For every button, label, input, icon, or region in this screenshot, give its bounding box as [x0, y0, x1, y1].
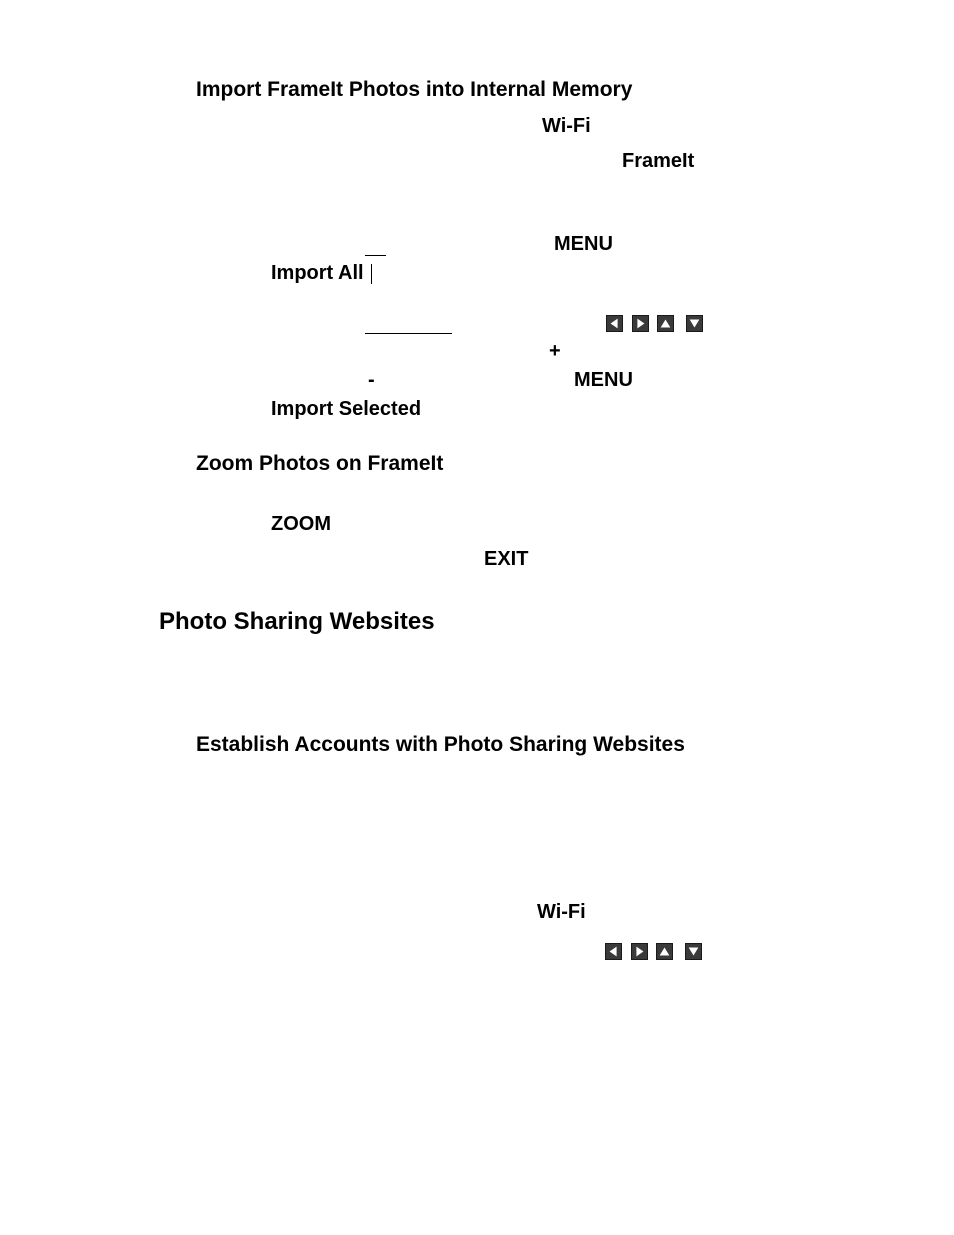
- left-arrow-icon: [606, 315, 623, 332]
- up-arrow-icon: [657, 315, 674, 332]
- wifi-label: Wi-Fi: [542, 115, 591, 137]
- photo-sharing-heading: Photo Sharing Websites: [159, 608, 435, 635]
- exit-label: EXIT: [484, 548, 529, 570]
- underline-mark: [365, 255, 386, 256]
- menu-label: MENU: [574, 369, 633, 391]
- import-heading: Import FrameIt Photos into Internal Memory: [196, 78, 633, 101]
- right-arrow-icon: [631, 943, 648, 960]
- import-selected-label: Import Selected: [271, 398, 422, 420]
- right-arrow-icon: [632, 315, 649, 332]
- zoom-heading: Zoom Photos on FrameIt: [196, 452, 444, 475]
- plus-label: +: [549, 340, 561, 362]
- zoom-label: ZOOM: [271, 513, 331, 535]
- down-arrow-icon: [686, 315, 703, 332]
- minus-label: -: [368, 369, 375, 391]
- down-arrow-icon: [685, 943, 702, 960]
- frameit-label: FrameIt: [622, 150, 695, 172]
- import-all-label: Import All: [271, 262, 364, 284]
- menu-label: MENU: [554, 233, 613, 255]
- left-arrow-icon: [605, 943, 622, 960]
- underline-mark: [365, 333, 452, 334]
- wifi-label: Wi-Fi: [537, 901, 586, 923]
- establish-heading: Establish Accounts with Photo Sharing Websites: [196, 733, 685, 756]
- cursor-mark: [371, 264, 372, 284]
- up-arrow-icon: [656, 943, 673, 960]
